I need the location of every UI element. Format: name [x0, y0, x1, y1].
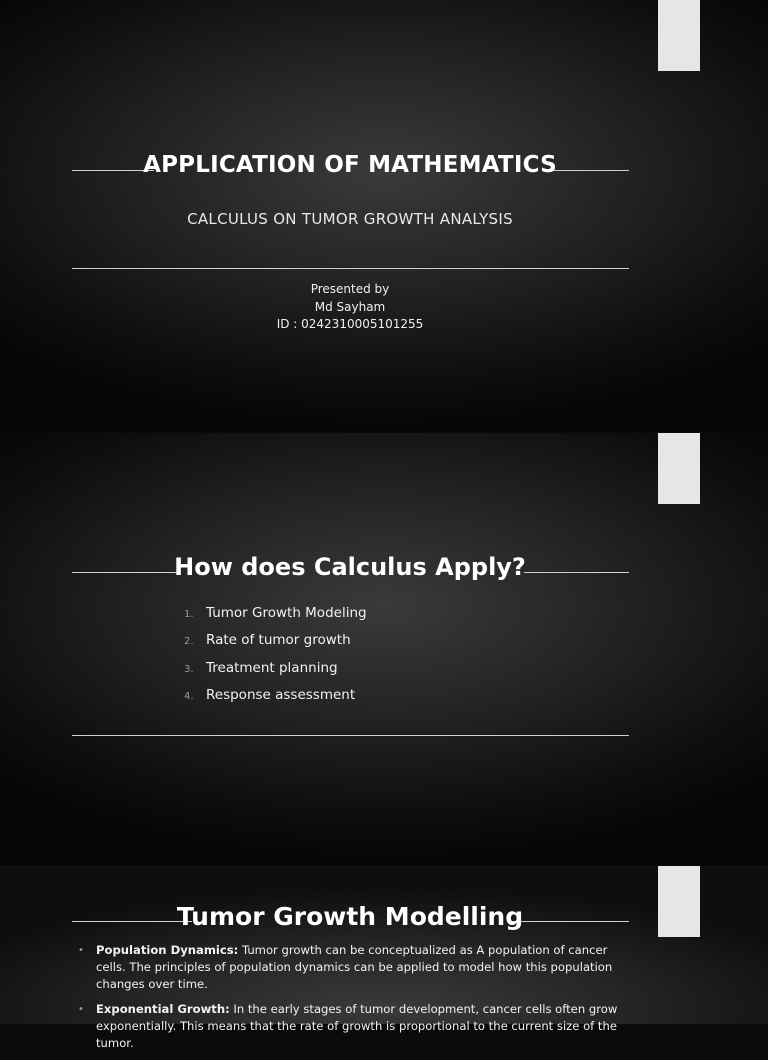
bullet-icon: •: [78, 1004, 84, 1015]
list-item: • Exponential Growth: In the early stages of tumor development, cancer cells often grow exponentially. This means that the rate of growth is proportional to the current size of the tumor.: [78, 1002, 618, 1050]
presenter-id: ID : 0242310005101255: [276, 317, 424, 331]
list-item: 2. Rate of tumor growth: [184, 632, 351, 649]
list-item: 4. Response assessment: [184, 686, 356, 703]
slide-tab-marker: [658, 433, 700, 504]
slide-title: [0, 0, 768, 432]
presentation-subtitle: CALCULUS ON TUMOR GROWTH ANALYSIS: [187, 210, 513, 228]
presented-by-label: Presented by: [310, 282, 390, 296]
list-item: 3. Treatment planning: [184, 659, 338, 676]
slide-calculus-apply: [0, 433, 768, 865]
list-item: • Population Dynamics: Tumor growth can be conceptualized as A population of cancer cells. The principles of population dynamics can be applied to model how this population changes over time.: [78, 943, 613, 991]
bullet-list: [78, 942, 618, 1060]
apply-list: [184, 605, 367, 714]
slide-heading: Tumor Growth Modelling: [176, 902, 524, 931]
presenter-name: Md Sayham: [314, 299, 386, 314]
divider-rule: [72, 735, 629, 736]
slide-tab-marker: [658, 0, 700, 71]
divider-rule: [72, 268, 629, 269]
presenter-info: [0, 281, 700, 334]
bullet-icon: •: [78, 945, 84, 956]
list-item: 1. Tumor Growth Modeling: [184, 605, 367, 621]
slide-tumor-growth: [0, 866, 768, 1050]
presentation-title: APPLICATION OF MATHEMATICS: [143, 152, 557, 178]
slide-heading: How does Calculus Apply?: [174, 553, 526, 581]
